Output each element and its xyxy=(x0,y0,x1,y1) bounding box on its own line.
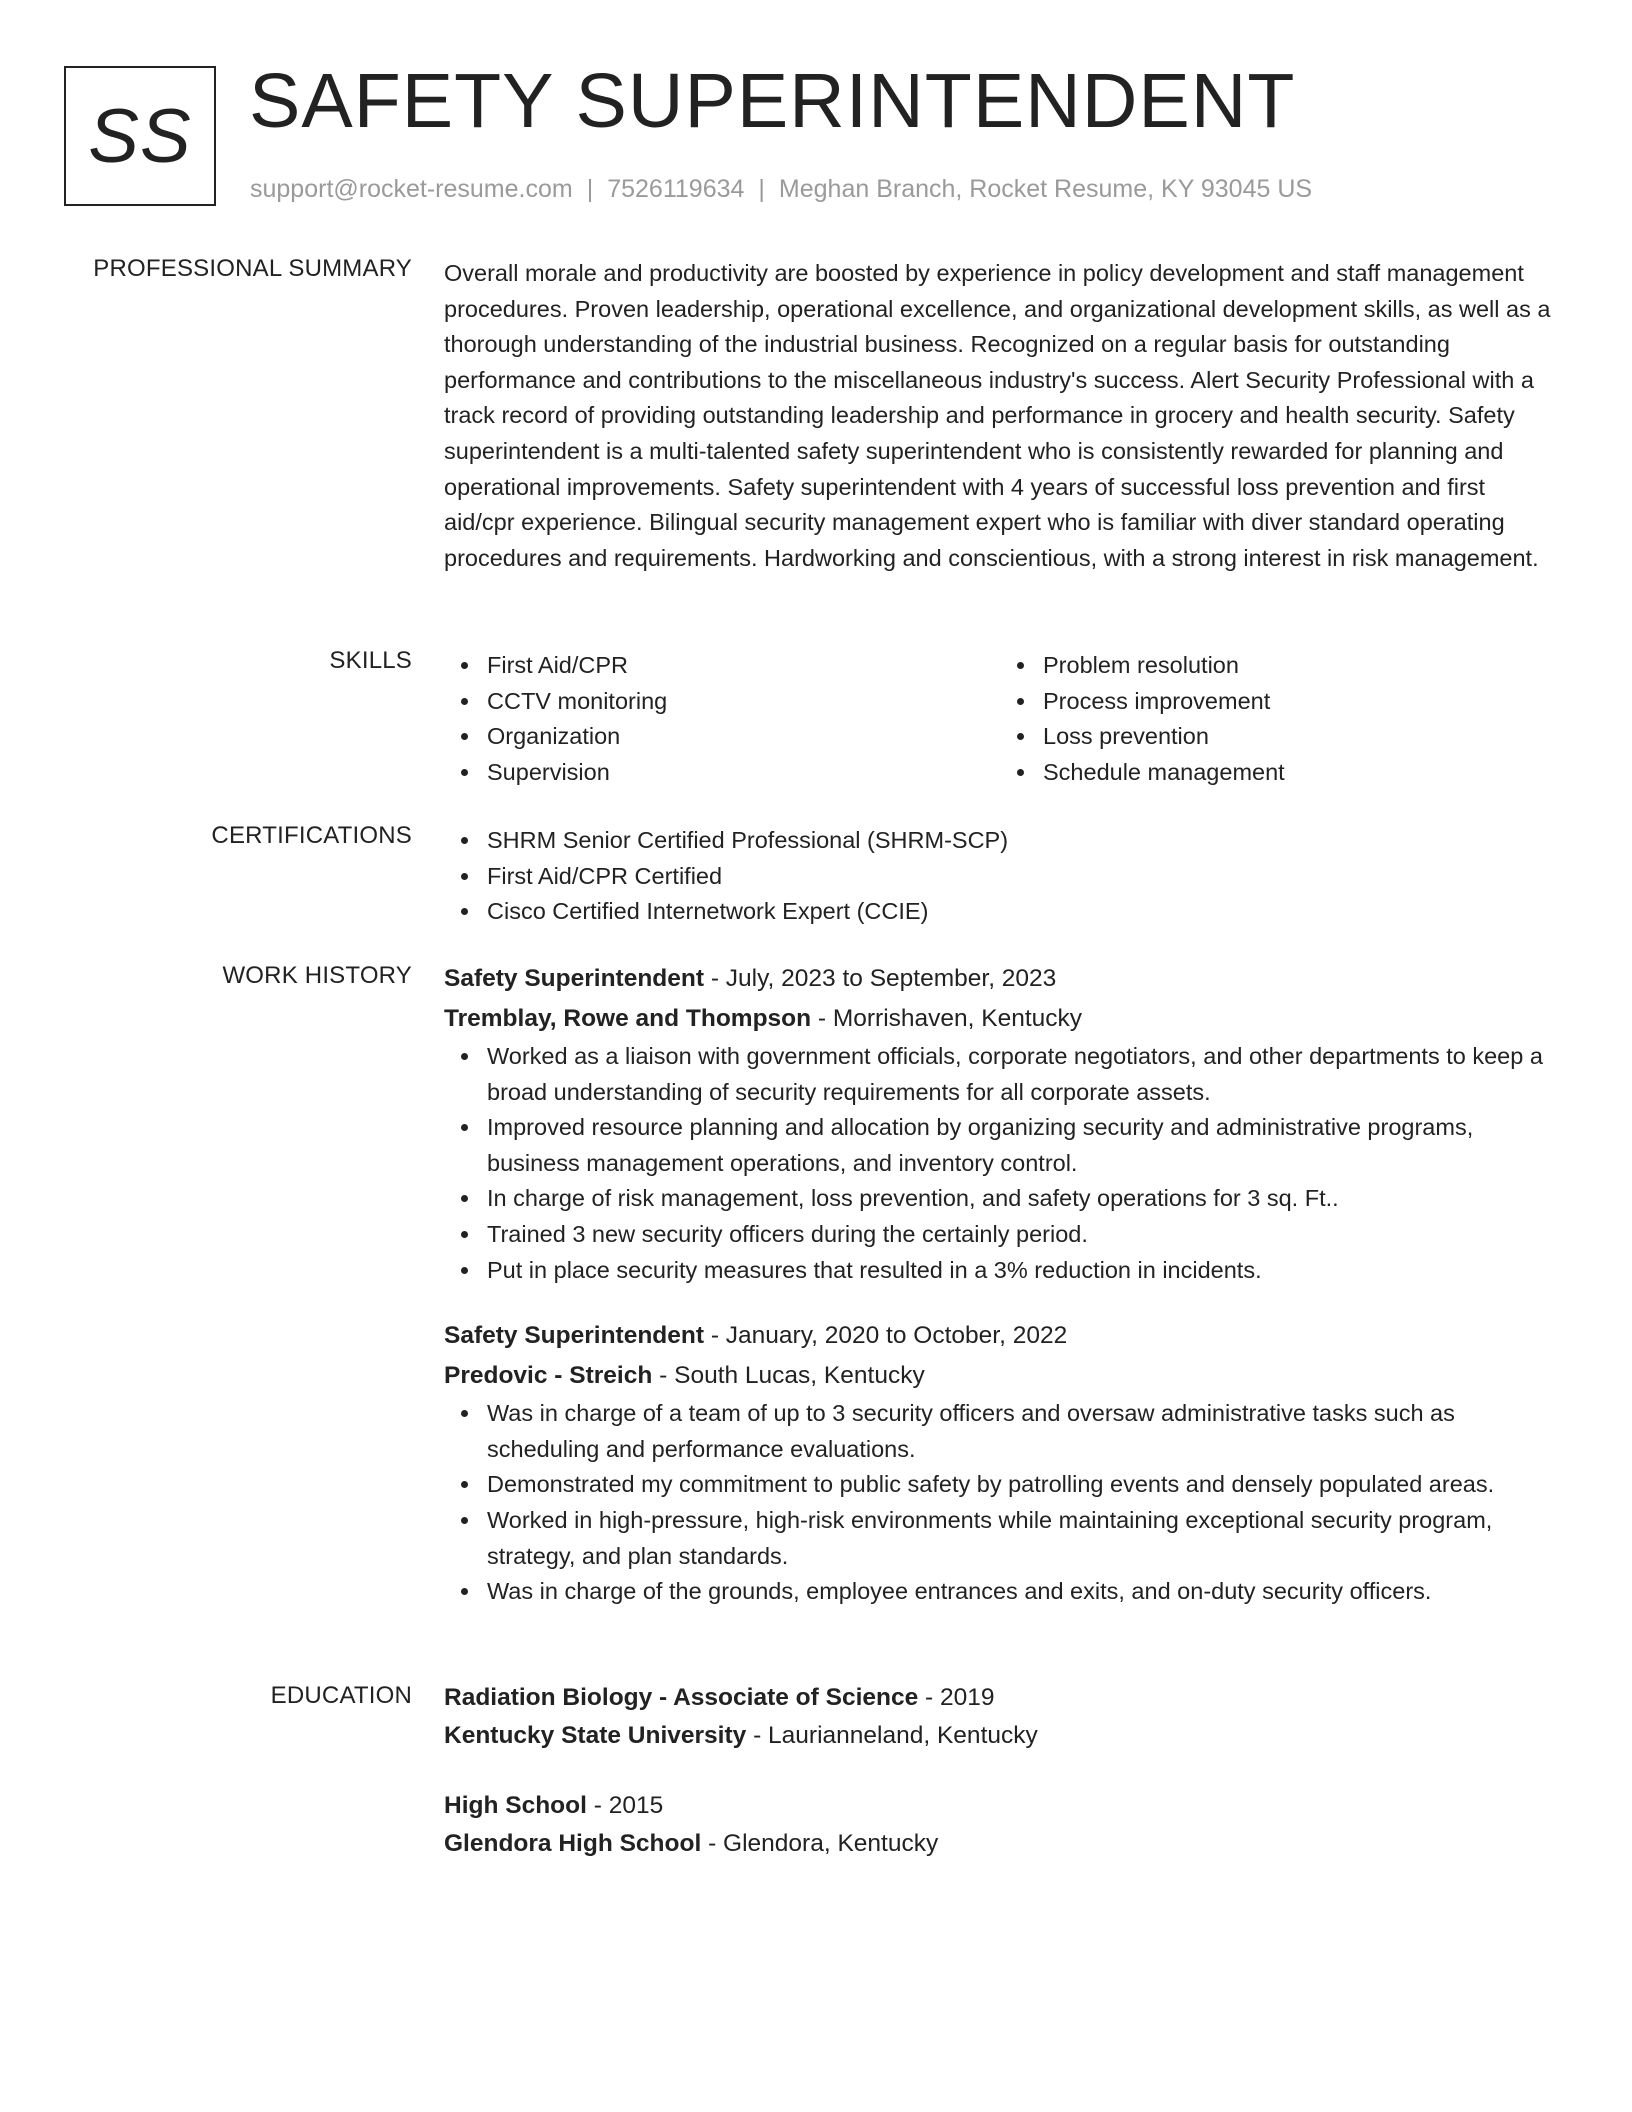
skills-grid xyxy=(444,648,1556,790)
list-item: Improved resource planning and allocation by organizing security and administrative programs, business management operations, and inventory control. xyxy=(487,1110,1556,1181)
education-location: - Laurianneland, Kentucky xyxy=(746,1722,1038,1749)
list-item: First Aid/CPR xyxy=(487,648,1000,684)
education-body xyxy=(444,1679,1556,1863)
list-item: Process improvement xyxy=(1043,684,1556,720)
job-bullets xyxy=(444,1039,1556,1288)
summary-text: Overall morale and productivity are boosted by experience in policy development and staff management procedures. Proven leadership, operational excellence, and organizational development skills, as well as a thorough understanding of the industrial business. Recognized on a regular basis for outstanding performance and contributions to the miscellaneous industry's success. Alert Security Professional with a track record of providing outstanding leadership and performance in grocery and health security. Safety superintendent is a multi-talented safety superintendent who is consistently rewarded for planning and operational improvements. Safety superintendent with 4 years of successful loss prevention and first aid/cpr experience. Bilingual security management expert who is familiar with diver standard operating procedures and requirements. Hardworking and conscientious, with a strong interest in risk management. xyxy=(444,260,1551,571)
job-company-line xyxy=(444,999,1556,1039)
contact-separator: | xyxy=(586,175,594,203)
job-entry xyxy=(444,959,1556,1288)
education-year: - 2019 xyxy=(918,1684,995,1711)
list-item: In charge of risk management, loss prevention, and safety operations for 3 sq. Ft.. xyxy=(487,1181,1556,1217)
education-degree: Radiation Biology - Associate of Science xyxy=(444,1684,919,1711)
certifications-heading: CERTIFICATIONS xyxy=(211,822,412,849)
job-role: Safety Superintendent xyxy=(444,965,705,992)
list-item: Was in charge of a team of up to 3 security officers and oversaw administrative tasks such as scheduling and performance evaluations. xyxy=(487,1396,1556,1467)
job-title-line xyxy=(444,1316,1556,1356)
job-location: - Morrishaven, Kentucky xyxy=(811,1005,1083,1032)
summary-heading: PROFESSIONAL SUMMARY xyxy=(93,255,412,282)
job-title-line xyxy=(444,959,1556,999)
education-school-line xyxy=(444,1717,1556,1755)
list-item: SHRM Senior Certified Professional (SHRM-SCP) xyxy=(487,823,1556,859)
skills-list-right xyxy=(1000,648,1556,790)
job-company-line xyxy=(444,1356,1556,1396)
list-item: Trained 3 new security officers during the certainly period. xyxy=(487,1217,1556,1253)
job-location: - South Lucas, Kentucky xyxy=(652,1362,925,1390)
job-entry xyxy=(444,1316,1556,1610)
education-year: - 2015 xyxy=(586,1792,664,1819)
certifications-list xyxy=(444,823,1556,930)
education-heading: EDUCATION xyxy=(270,1682,412,1709)
education-school: Kentucky State University xyxy=(444,1722,747,1749)
education-degree-line xyxy=(444,1679,1556,1717)
work-heading: WORK HISTORY xyxy=(222,962,412,989)
list-item: Loss prevention xyxy=(1043,719,1556,755)
education-entry xyxy=(444,1787,1556,1863)
certifications-body xyxy=(444,823,1556,930)
education-school-line xyxy=(444,1825,1556,1863)
education-location: - Glendora, Kentucky xyxy=(701,1830,939,1857)
list-item: Supervision xyxy=(487,755,1000,791)
job-company: Tremblay, Rowe and Thompson xyxy=(444,1005,812,1032)
list-item: Worked as a liaison with government officials, corporate negotiators, and other departments to keep a broad understanding of security requirements for all corporate assets. xyxy=(487,1039,1556,1110)
skills-list-left xyxy=(444,648,1000,790)
contact-line xyxy=(250,175,1312,204)
list-item: Was in charge of the grounds, employee entrances and exits, and on-duty security officers. xyxy=(487,1574,1556,1610)
job-dates: - July, 2023 to September, 2023 xyxy=(704,965,1057,992)
education-degree: High School xyxy=(444,1792,587,1819)
education-degree-line xyxy=(444,1787,1556,1825)
candidate-name: SAFETY SUPERINTENDENT xyxy=(249,58,1296,144)
job-role: Safety Superintendent xyxy=(444,1322,705,1350)
list-item: Organization xyxy=(487,719,1000,755)
work-body xyxy=(444,959,1556,1610)
list-item: Worked in high-pressure, high-risk environments while maintaining exceptional security program, strategy, and plan standards. xyxy=(487,1503,1556,1574)
contact-separator: | xyxy=(758,175,765,203)
skills-heading: SKILLS xyxy=(329,647,412,674)
list-item: Demonstrated my commitment to public safety by patrolling events and densely populated areas. xyxy=(487,1467,1556,1503)
education-school: Glendora High School xyxy=(444,1830,702,1857)
job-dates: - January, 2020 to October, 2022 xyxy=(704,1322,1068,1350)
list-item: First Aid/CPR Certified xyxy=(487,859,1556,895)
contact-email: support@rocket-resume.com xyxy=(250,175,573,203)
monogram-logo: SS xyxy=(64,66,216,206)
list-item: Problem resolution xyxy=(1043,648,1556,684)
list-item: Schedule management xyxy=(1043,755,1556,791)
list-item: Put in place security measures that resulted in a 3% reduction in incidents. xyxy=(487,1253,1556,1289)
contact-phone: 7526119634 xyxy=(607,175,745,203)
education-entry xyxy=(444,1679,1556,1755)
contact-address: Meghan Branch, Rocket Resume, KY 93045 US xyxy=(778,175,1313,203)
list-item: Cisco Certified Internetwork Expert (CCIE) xyxy=(487,894,1556,930)
job-bullets xyxy=(444,1396,1556,1610)
job-company: Predovic - Streich xyxy=(444,1362,653,1390)
list-item: CCTV monitoring xyxy=(487,684,1000,720)
